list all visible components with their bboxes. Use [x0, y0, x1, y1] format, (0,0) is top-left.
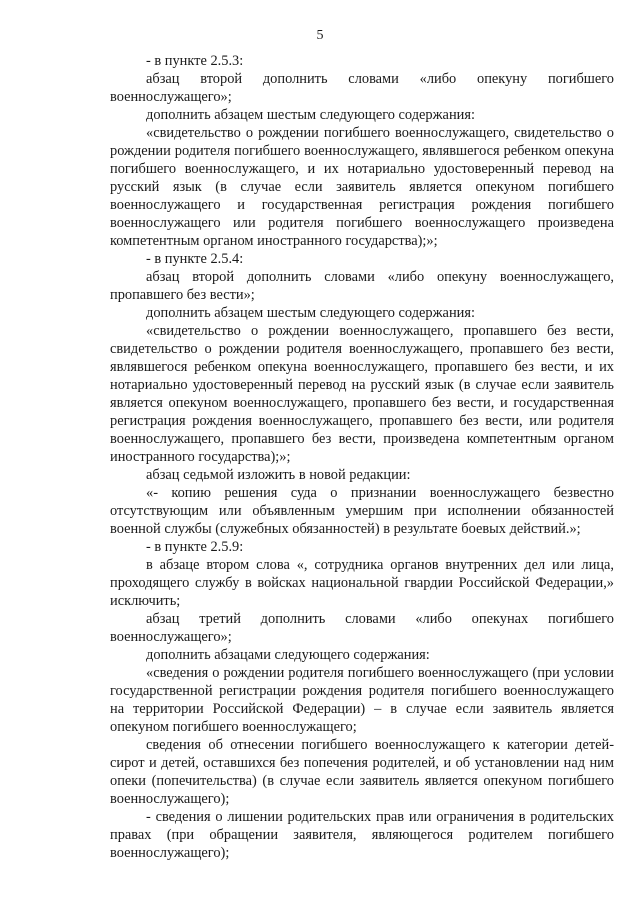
paragraph: дополнить абзацем шестым следующего содержания: [146, 305, 475, 321]
paragraph: дополнить абзацами следующего содержания: [146, 647, 430, 663]
paragraph: «свидетельство о рождении погибшего военнослужащего, свидетельство о рождении родителя погибшего военнослужащего, являвшегося ребенком опекуна погибшего военнослужащего, и их нотариально удостоверенный перевод на русский язык (в случае если заявитель является опекуном погибшего военнослужащего и государственная регистрация рождения погибшего военнослужащего или родителя погибшего военнослужащего произведена компетентным органом иностранного государства);»; [110, 125, 614, 249]
paragraph: абзац второй дополнить словами «либо опекуну военнослужащего, пропавшего без вести»; [110, 269, 614, 303]
paragraph: «сведения о рождении родителя погибшего военнослужащего (при условии государственной регистрации рождения родителя погибшего военнослужащего на территории Российской Федерации) – в случае если заявитель является опекуном погибшего военнослужащего; [110, 665, 614, 735]
paragraph: абзац второй дополнить словами «либо опекуну погибшего военнослужащего»; [110, 71, 614, 105]
document-body [110, 52, 614, 862]
paragraph: «- копию решения суда о признании военнослужащего безвестно отсутствующим или объявленным умершим при исполнении обязанностей военной службы (служебных обязанностей) в результате боевых действий.»; [110, 485, 614, 537]
paragraph: в абзаце втором слова «, сотрудника органов внутренних дел или лица, проходящего службу в войсках национальной гвардии Российской Федерации,» исключить; [110, 557, 614, 609]
paragraph: абзац седьмой изложить в новой редакции: [146, 467, 411, 483]
paragraph: - в пункте 2.5.9: [146, 539, 244, 555]
paragraph: абзац третий дополнить словами «либо опекунах погибшего военнослужащего»; [110, 611, 614, 645]
paragraph: - в пункте 2.5.3: [146, 53, 244, 69]
page-number: 5 [316, 28, 324, 43]
paragraph: дополнить абзацем шестым следующего содержания: [146, 107, 475, 123]
paragraph: - в пункте 2.5.4: [146, 251, 244, 267]
paragraph: «свидетельство о рождении военнослужащего, пропавшего без вести, свидетельство о рождении родителя военнослужащего, пропавшего без вести, являвшегося ребенком опекуна военнослужащего, пропавшего без вести, и их нотариально удостоверенный перевод на русский язык (в случае если заявитель является опекуном военнослужащего, пропавшего без вести, и государственная регистрация рождения военнослужащего, пропавшего без вести, или родителя военнослужащего, пропавшего без вести, произведена компетентным органом иностранного государства);»; [110, 323, 614, 465]
paragraph: сведения об отнесении погибшего военнослужащего к категории детей-сирот и детей, оставшихся без попечения родителей, и об установлении над ним опеки (попечительства) (в случае если заявитель является опекуном погибшего военнослужащего); [110, 737, 614, 807]
paragraph: - сведения о лишении родительских прав или ограничения в родительских правах (при обращении заявителя, являющегося родителем погибшего военнослужащего); [110, 809, 614, 861]
